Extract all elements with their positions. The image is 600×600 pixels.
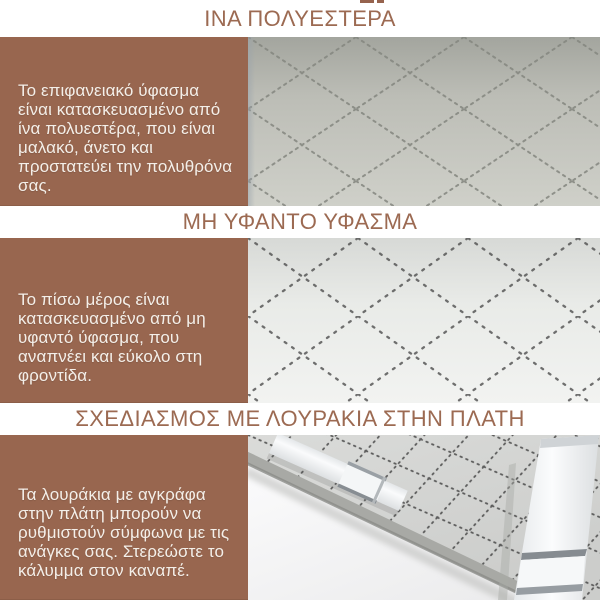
description-text: Τα λουράκια με αγκράφα στην πλάτη μπορούν να ρυθμιστούν σύμφωνα με τις ανάγκες σας. Στερεώστε το κάλυμμα στον καναπέ. [18, 485, 230, 580]
cover-with-straps-photo [248, 435, 600, 600]
description-text: Το πίσω μέρος είναι κατασκευασμένο από μη υφαντό ύφασμα, που αναπνέει και εύκολο στη φροντίδα. [18, 290, 206, 385]
description-panel [0, 37, 248, 206]
section-title-straps: ΣΧΕΔΙΑΣΜΟΣ ΜΕ ΛΟΥΡΑΚΙΑ ΣΤΗΝ ΠΛΑΤΗ [75, 406, 525, 431]
quilted-fabric-illustration [248, 37, 600, 206]
straps-illustration [248, 435, 600, 600]
crop-artifact [360, 0, 374, 3]
section-title-polyester: ΙΝΑ ΠΟΛΥΕΣΤΕΡΑ [204, 5, 396, 31]
section-header-band [0, 0, 600, 37]
crop-artifact [377, 0, 384, 3]
section-polyester-fiber [0, 37, 600, 206]
right-strap-buckle [517, 556, 585, 588]
gray-quilted-fabric-photo [248, 37, 600, 206]
description-panel [0, 435, 248, 600]
description-panel [0, 238, 248, 403]
section-back-straps [0, 435, 600, 600]
white-quilted-fabric-photo [248, 238, 600, 403]
quilted-fabric-illustration [248, 238, 600, 403]
section-non-woven [0, 238, 600, 403]
section-header-band [0, 206, 600, 238]
description-text: Το επιφανειακό ύφασμα είναι κατασκευασμένο από ίνα πολυεστέρα, που είναι μαλακό, άνετο και προστατεύει την πολυθρόνα σας. [18, 81, 233, 195]
section-title-nonwoven: ΜΗ ΥΦΑΝΤΟ ΥΦΑΣΜΑ [182, 209, 418, 234]
section-header-band [0, 403, 600, 435]
